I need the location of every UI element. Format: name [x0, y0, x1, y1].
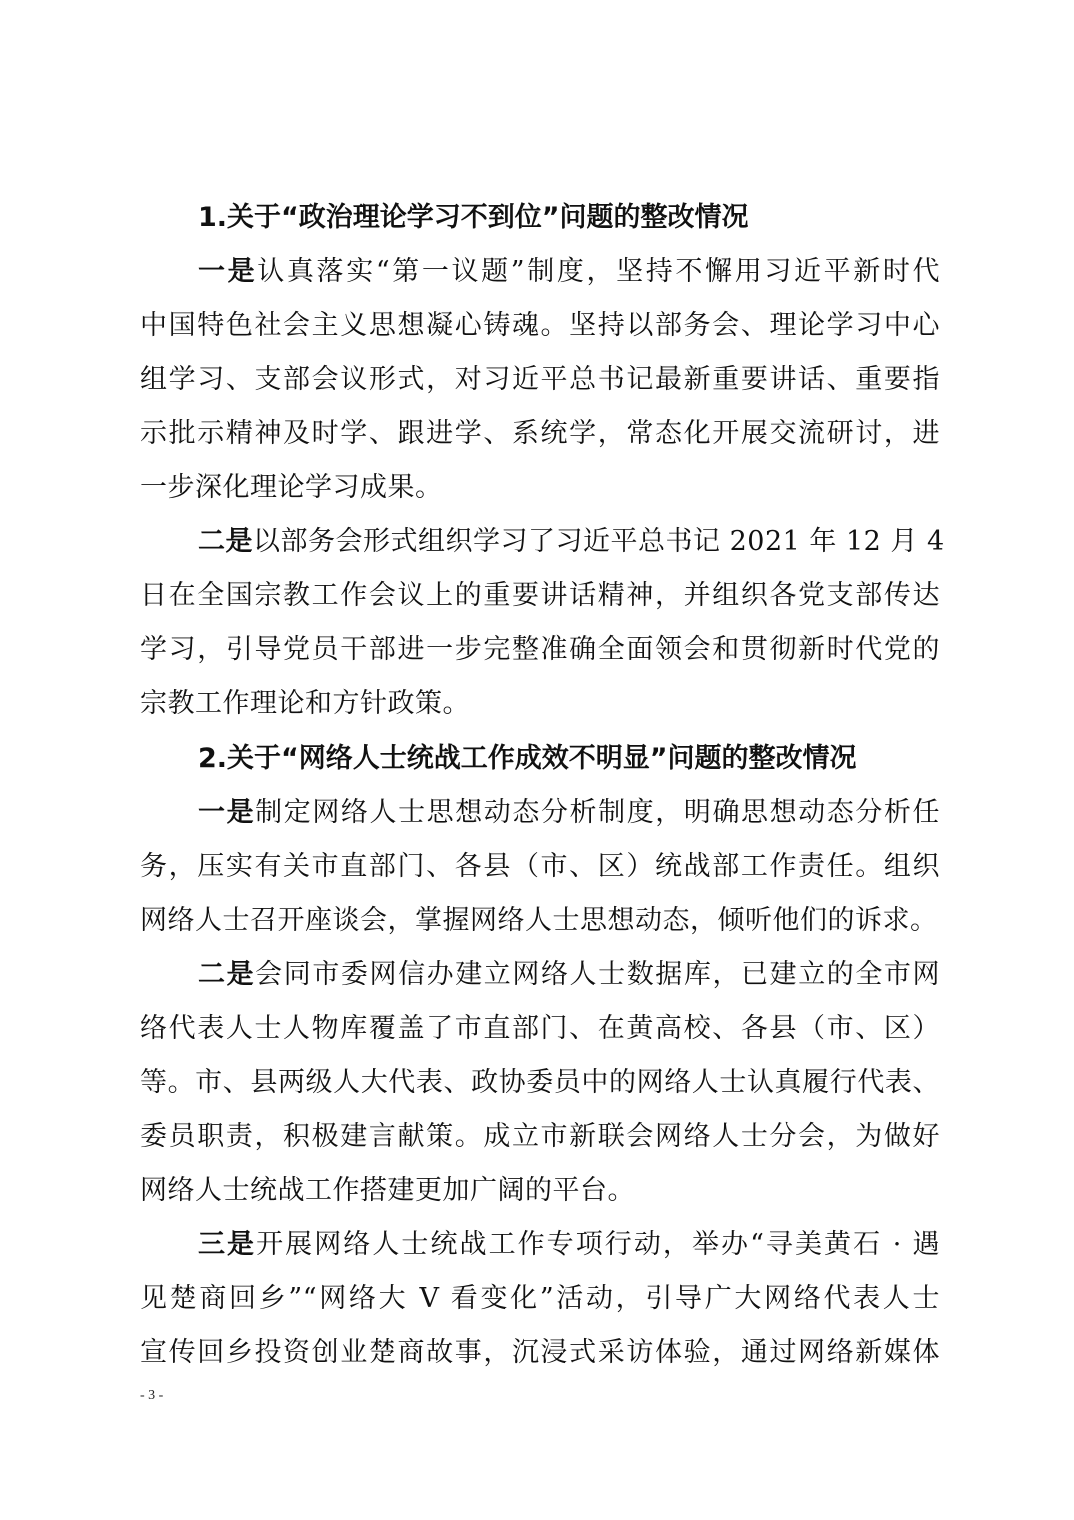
- page-number: - 3 -: [140, 1388, 164, 1403]
- paragraph-line: 等。市、县两级人大代表、政协委员中的网络人士认真履行代表、: [140, 1067, 940, 1098]
- paragraph-2-2: [140, 948, 940, 1218]
- paragraph-line: 中国特色社会主义思想凝心铸魂。坚持以部务会、理论学习中心: [140, 310, 940, 341]
- paragraph-lead: 二是: [198, 526, 253, 557]
- paragraph-2-1: [140, 786, 940, 948]
- paragraph-line: 学习，引导党员干部进一步完整准确全面领会和贯彻新时代党的: [140, 634, 940, 665]
- paragraph-line: 络代表人士人物库覆盖了市直部门、在黄高校、各县（市、区）: [140, 1013, 940, 1044]
- paragraph-line: 见楚商回乡”“网络大 V 看变化”活动，引导广大网络代表人士: [140, 1283, 940, 1314]
- section-heading-1: 1.关于“政治理论学习不到位”问题的整改情况: [198, 202, 749, 233]
- paragraph-1-1: [140, 245, 940, 515]
- paragraph-2-3: [140, 1218, 940, 1380]
- paragraph-line: 务，压实有关市直部门、各县（市、区）统战部工作责任。组织: [140, 851, 940, 882]
- paragraph-line: [140, 1218, 940, 1272]
- paragraph-line: [140, 948, 940, 1002]
- paragraph-line: 网络人士召开座谈会，掌握网络人士思想动态，倾听他们的诉求。: [140, 905, 938, 936]
- section-heading-2: 2.关于“网络人士统战工作成效不明显”问题的整改情况: [198, 743, 857, 774]
- paragraph-line: [140, 245, 940, 299]
- paragraph-text: 以部务会形式组织学习了习近平总书记 2021 年 12 月 4: [253, 526, 945, 557]
- paragraph-line: 网络人士统战工作搭建更加广阔的平台。: [140, 1175, 635, 1206]
- paragraph-line: 宗教工作理论和方针政策。: [140, 688, 470, 719]
- paragraph-line: 示批示精神及时学、跟进学、系统学，常态化开展交流研讨，进: [140, 418, 940, 449]
- document-body: [140, 190, 945, 1380]
- paragraph-line: 委员职责，积极建言献策。成立市新联会网络人士分会，为做好: [140, 1121, 940, 1152]
- paragraph-line: 日在全国宗教工作会议上的重要讲话精神，并组织各党支部传达: [140, 580, 940, 611]
- paragraph-line: 组学习、支部会议形式，对习近平总书记最新重要讲话、重要指: [140, 364, 940, 395]
- paragraph-lead: 三是: [198, 1229, 257, 1260]
- paragraph-lead: 一是: [198, 256, 258, 287]
- paragraph-lead: 一是: [198, 797, 256, 828]
- paragraph-line: 宣传回乡投资创业楚商故事，沉浸式采访体验，通过网络新媒体: [140, 1337, 940, 1368]
- paragraph-text: 开展网络人士统战工作专项行动，举办“寻美黄石 · 遇: [256, 1229, 941, 1260]
- paragraph-text: 会同市委网信办建立网络人士数据库，已建立的全市网: [255, 959, 941, 990]
- paragraph-text: 制定网络人士思想动态分析制度，明确思想动态分析任: [255, 797, 941, 828]
- paragraph-1-2: [140, 515, 945, 731]
- paragraph-lead: 二是: [198, 959, 256, 990]
- paragraph-text: 认真落实“第一议题”制度，坚持不懈用习近平新时代: [257, 256, 941, 287]
- paragraph-line: 一步深化理论学习成果。: [140, 472, 443, 503]
- paragraph-line: [140, 515, 945, 569]
- paragraph-line: [140, 786, 940, 840]
